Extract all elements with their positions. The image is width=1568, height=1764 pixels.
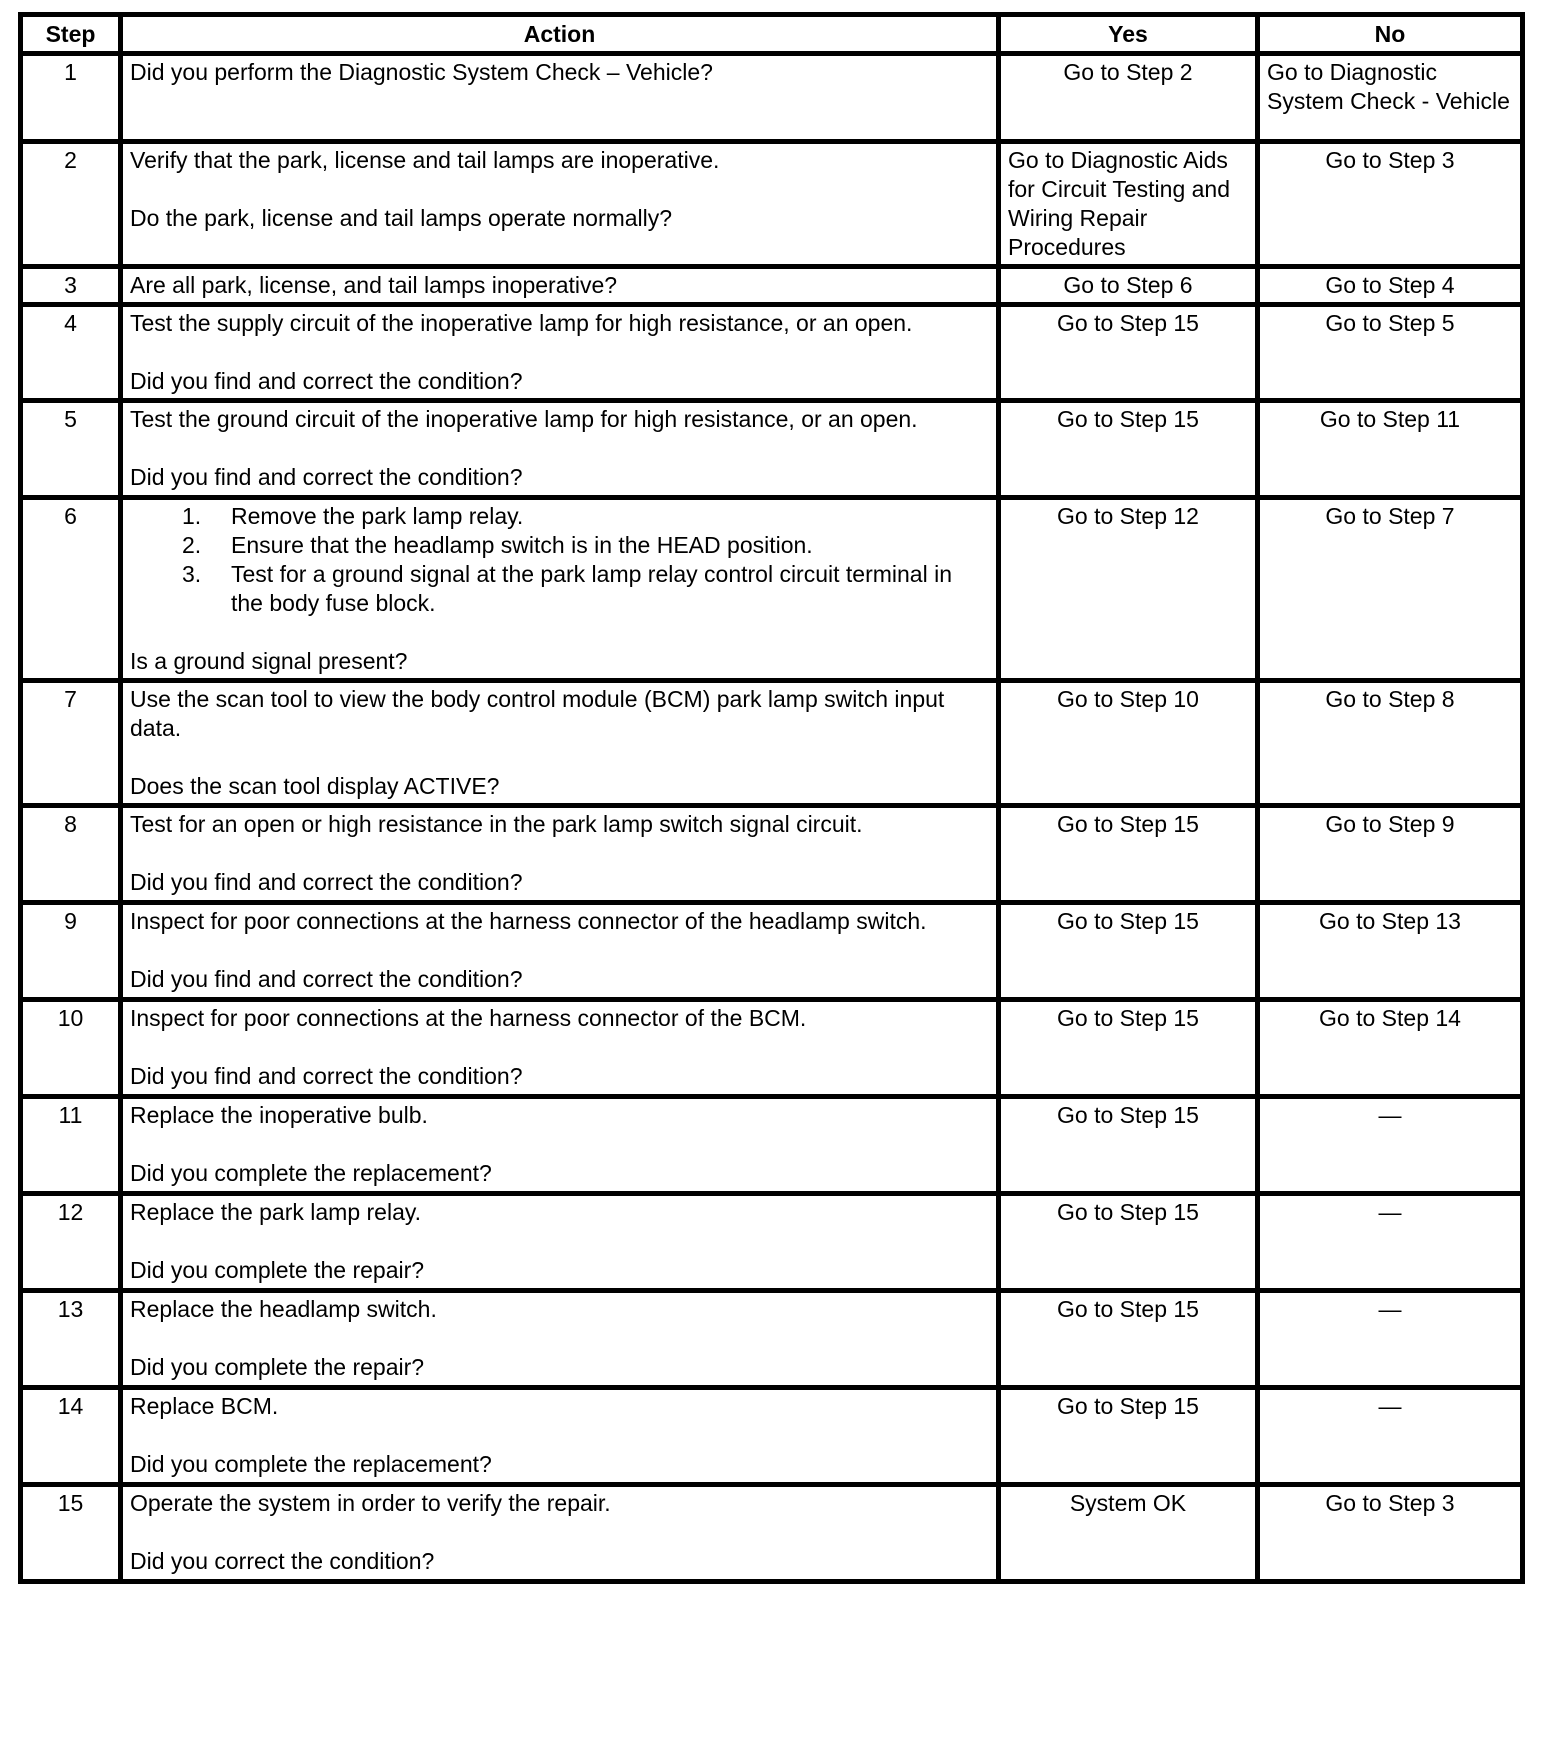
question-text: Did you find and correct the condition? bbox=[130, 869, 523, 895]
action-cell bbox=[121, 681, 999, 806]
table-row bbox=[21, 267, 1523, 305]
table-row bbox=[21, 1194, 1523, 1291]
header-yes: Yes bbox=[999, 15, 1258, 54]
table-row bbox=[21, 681, 1523, 806]
substep: 1. Remove the park lamp relay. bbox=[182, 503, 524, 529]
table-row bbox=[21, 806, 1523, 903]
action-cell bbox=[121, 1291, 999, 1388]
yes-link[interactable]: Go to Step 15 bbox=[999, 903, 1258, 1000]
question-text: Did you find and correct the condition? bbox=[130, 464, 523, 490]
action-text: Replace the park lamp relay. bbox=[130, 1199, 422, 1225]
question-text: Does the scan tool display ACTIVE? bbox=[130, 773, 500, 799]
table-row bbox=[21, 1097, 1523, 1194]
header-action: Action bbox=[121, 15, 999, 54]
diagnostic-table bbox=[18, 12, 1525, 1584]
question-text: Did you find and correct the condition? bbox=[130, 1063, 523, 1089]
action-cell bbox=[121, 903, 999, 1000]
action-text: Replace the headlamp switch. bbox=[130, 1296, 437, 1322]
yes-link[interactable]: Go to Step 2 bbox=[999, 54, 1258, 142]
step-number: 13 bbox=[21, 1291, 121, 1388]
yes-link[interactable]: Go to Step 15 bbox=[999, 401, 1258, 498]
yes-link[interactable]: Go to Step 15 bbox=[999, 1291, 1258, 1388]
action-text: Use the scan tool to view the body control module (BCM) park lamp switch input data. bbox=[130, 686, 945, 741]
question-text: Did you complete the repair? bbox=[130, 1354, 425, 1380]
no-link[interactable]: Go to Diagnostic System Check - Vehicle bbox=[1258, 54, 1523, 142]
question-text: Do the park, license and tail lamps operate normally? bbox=[130, 205, 673, 231]
action-text: Replace BCM. bbox=[130, 1393, 279, 1419]
question-text: Did you complete the replacement? bbox=[130, 1160, 492, 1186]
no-value: — bbox=[1258, 1097, 1523, 1194]
question-text: Did you complete the replacement? bbox=[130, 1451, 492, 1477]
action-text: Did you perform the Diagnostic System Check – Vehicle? bbox=[130, 59, 713, 85]
step-number: 8 bbox=[21, 806, 121, 903]
no-link[interactable]: Go to Step 11 bbox=[1258, 401, 1523, 498]
action-cell bbox=[121, 54, 999, 142]
yes-link[interactable]: Go to Step 15 bbox=[999, 1000, 1258, 1097]
header-row bbox=[21, 15, 1523, 54]
action-cell bbox=[121, 1000, 999, 1097]
action-text: Operate the system in order to verify the repair. bbox=[130, 1490, 611, 1516]
action-cell bbox=[121, 142, 999, 267]
step-number: 14 bbox=[21, 1388, 121, 1485]
yes-link[interactable]: Go to Diagnostic Aids for Circuit Testing and Wiring Repair Procedures bbox=[999, 142, 1258, 267]
action-cell bbox=[121, 267, 999, 305]
no-link[interactable]: Go to Step 4 bbox=[1258, 267, 1523, 305]
question-text: Did you find and correct the condition? bbox=[130, 966, 523, 992]
no-link[interactable]: Go to Step 13 bbox=[1258, 903, 1523, 1000]
substep-list bbox=[130, 502, 989, 618]
step-number: 4 bbox=[21, 305, 121, 401]
no-link[interactable]: Go to Step 5 bbox=[1258, 305, 1523, 401]
step-number: 6 bbox=[21, 498, 121, 681]
question-text: Is a ground signal present? bbox=[130, 648, 408, 674]
table-row bbox=[21, 54, 1523, 142]
question-text: Did you find and correct the condition? bbox=[130, 368, 523, 394]
action-cell bbox=[121, 806, 999, 903]
table-row bbox=[21, 1291, 1523, 1388]
table-row bbox=[21, 498, 1523, 681]
table-row bbox=[21, 903, 1523, 1000]
action-cell bbox=[121, 1097, 999, 1194]
step-number: 2 bbox=[21, 142, 121, 267]
table-row bbox=[21, 1485, 1523, 1582]
action-text: Are all park, license, and tail lamps inoperative? bbox=[130, 272, 618, 298]
yes-link[interactable]: Go to Step 15 bbox=[999, 1194, 1258, 1291]
action-text: Test the ground circuit of the inoperative lamp for high resistance, or an open. bbox=[130, 406, 918, 432]
step-number: 9 bbox=[21, 903, 121, 1000]
question-text: Did you correct the condition? bbox=[130, 1548, 435, 1574]
table-row bbox=[21, 1388, 1523, 1485]
action-cell bbox=[121, 1194, 999, 1291]
yes-link[interactable]: Go to Step 15 bbox=[999, 1097, 1258, 1194]
question-text: Did you complete the repair? bbox=[130, 1257, 425, 1283]
yes-link[interactable]: Go to Step 12 bbox=[999, 498, 1258, 681]
table-row bbox=[21, 1000, 1523, 1097]
substep: 2. Ensure that the headlamp switch is in the HEAD position. bbox=[182, 532, 813, 558]
no-link[interactable]: Go to Step 14 bbox=[1258, 1000, 1523, 1097]
step-number: 12 bbox=[21, 1194, 121, 1291]
no-value: — bbox=[1258, 1194, 1523, 1291]
action-cell bbox=[121, 1485, 999, 1582]
no-link[interactable]: Go to Step 3 bbox=[1258, 142, 1523, 267]
yes-link[interactable]: Go to Step 15 bbox=[999, 305, 1258, 401]
header-no: No bbox=[1258, 15, 1523, 54]
yes-link[interactable]: Go to Step 15 bbox=[999, 1388, 1258, 1485]
action-cell bbox=[121, 401, 999, 498]
yes-link[interactable]: System OK bbox=[999, 1485, 1258, 1582]
step-number: 3 bbox=[21, 267, 121, 305]
action-cell bbox=[121, 498, 999, 681]
step-number: 15 bbox=[21, 1485, 121, 1582]
no-link[interactable]: Go to Step 7 bbox=[1258, 498, 1523, 681]
action-text: Test for an open or high resistance in the park lamp switch signal circuit. bbox=[130, 811, 863, 837]
step-number: 1 bbox=[21, 54, 121, 142]
action-cell bbox=[121, 305, 999, 401]
no-link[interactable]: Go to Step 8 bbox=[1258, 681, 1523, 806]
yes-link[interactable]: Go to Step 10 bbox=[999, 681, 1258, 806]
no-link[interactable]: Go to Step 9 bbox=[1258, 806, 1523, 903]
no-value: — bbox=[1258, 1388, 1523, 1485]
yes-link[interactable]: Go to Step 15 bbox=[999, 806, 1258, 903]
table-row bbox=[21, 401, 1523, 498]
no-value: — bbox=[1258, 1291, 1523, 1388]
step-number: 5 bbox=[21, 401, 121, 498]
action-cell bbox=[121, 1388, 999, 1485]
action-text: Inspect for poor connections at the harness connector of the BCM. bbox=[130, 1005, 807, 1031]
no-link[interactable]: Go to Step 3 bbox=[1258, 1485, 1523, 1582]
table-row bbox=[21, 305, 1523, 401]
action-text: Verify that the park, license and tail lamps are inoperative. bbox=[130, 147, 720, 173]
action-text: Test the supply circuit of the inoperative lamp for high resistance, or an open. bbox=[130, 310, 913, 336]
header-step: Step bbox=[21, 15, 121, 54]
step-number: 11 bbox=[21, 1097, 121, 1194]
table-row bbox=[21, 142, 1523, 267]
substep: 3. Test for a ground signal at the park lamp relay control circuit terminal in the body fuse block. bbox=[182, 561, 952, 616]
step-number: 10 bbox=[21, 1000, 121, 1097]
action-text: Replace the inoperative bulb. bbox=[130, 1102, 428, 1128]
action-text: Inspect for poor connections at the harness connector of the headlamp switch. bbox=[130, 908, 927, 934]
yes-link[interactable]: Go to Step 6 bbox=[999, 267, 1258, 305]
step-number: 7 bbox=[21, 681, 121, 806]
